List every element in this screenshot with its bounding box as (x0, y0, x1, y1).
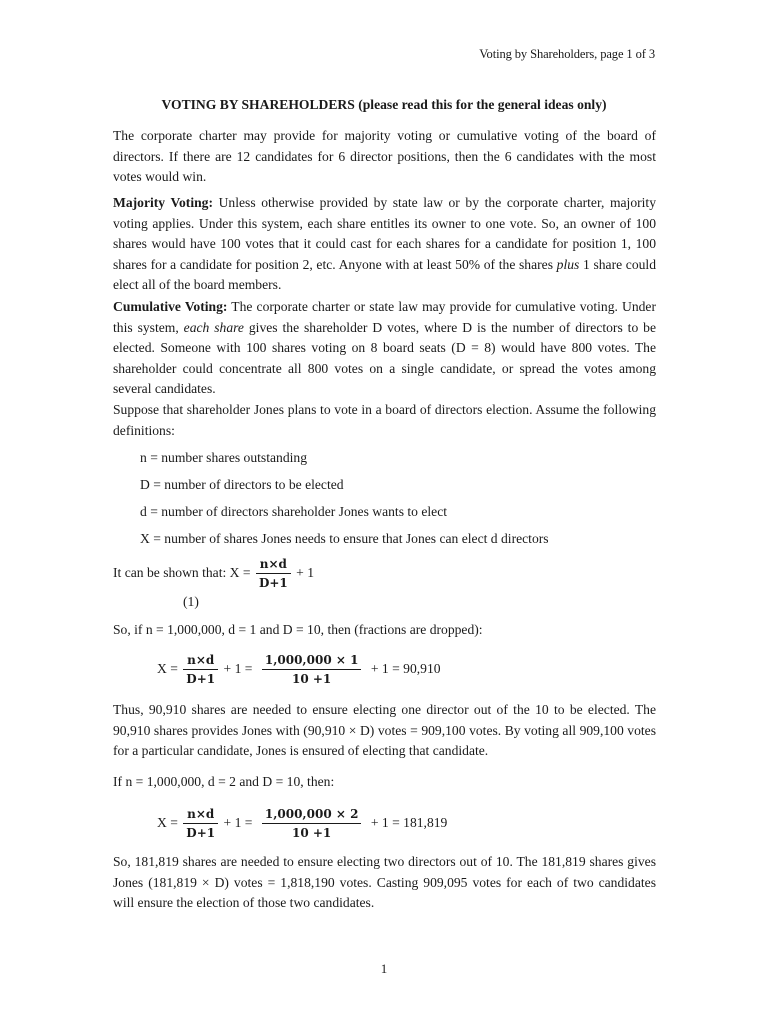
example2-denominator-2: 10 +1 (292, 826, 332, 840)
example2-result: + 1 = 181,819 (370, 815, 448, 831)
formula-fraction (256, 556, 291, 591)
example2-equation (157, 806, 447, 841)
formula-line (113, 556, 314, 591)
cumulative-voting-text-b: gives the shareholder D votes, where D is the number of directors to be elected. Someone with 100 shares voting on 8 board seats (D = 8) would have 800 votes. The shareholder could concentrate all 800 votes on a single candidate, or spread the votes among several candidates. (113, 319, 656, 396)
definition-item: X = number of shares Jones needs to ensure that Jones can elect d directors (140, 531, 549, 546)
cumulative-voting-emphasis: each share (183, 319, 244, 335)
example2-explanation-paragraph (113, 852, 656, 914)
example1-x-eq: X = (157, 661, 178, 677)
example1-explanation-paragraph (113, 700, 656, 762)
example2-fraction-2 (262, 806, 362, 841)
definition-item: d = number of directors shareholder Jones wants to elect (140, 504, 448, 519)
example1-equation (157, 652, 441, 687)
majority-voting-heading: Majority Voting: (113, 195, 213, 210)
example2-numerator-2: 1,000,000 × 2 (262, 806, 362, 824)
example1-lead-paragraph (113, 620, 656, 641)
running-header: Voting by Shareholders, page 1 of 3 (479, 47, 655, 61)
formula-tail: + 1 (296, 565, 315, 581)
example1-plus-one: + 1 = (223, 661, 253, 677)
example1-numerator-2: 1,000,000 × 1 (262, 652, 362, 670)
cumulative-voting-text-a: The corporate charter or state law may provide for cumulative voting. Under this system, (113, 299, 656, 335)
formula-lead: It can be shown that: X = (113, 565, 251, 581)
majority-voting-text-b: 1 share could elect all of the board members. (113, 256, 656, 292)
example1-lead: So, if n = 1,000,000, d = 1 and D = 10, then (fractions are dropped): (113, 622, 483, 637)
example2-x-eq: X = (157, 815, 178, 831)
definition-item: n = number shares outstanding (140, 450, 307, 465)
majority-voting-emphasis: plus (556, 256, 580, 272)
intro-paragraph (113, 126, 656, 188)
definition-item: D = number of directors to be elected (140, 477, 344, 492)
example2-numerator-1: n×d (183, 806, 218, 824)
example2-lead: If n = 1,000,000, d = 2 and D = 10, then: (113, 774, 335, 789)
example1-result: + 1 = 90,910 (370, 661, 441, 677)
example1-numerator-1: n×d (183, 652, 218, 670)
example2-denominator-1: D+1 (186, 826, 216, 840)
suppose-paragraph (113, 400, 656, 441)
page-number: 1 (380, 961, 388, 976)
majority-voting-paragraph (113, 193, 656, 296)
intro-text: The corporate charter may provide for majority voting or cumulative voting of the board of directors. If there are 12 candidates for 6 director positions, then the 6 candidates with the most votes would win. (113, 128, 656, 184)
cumulative-voting-heading: Cumulative Voting: (113, 299, 228, 314)
example1-fraction-2 (262, 652, 362, 687)
example2-plus-one: + 1 = (223, 815, 253, 831)
example1-fraction-1 (183, 652, 218, 687)
example1-denominator-1: D+1 (186, 672, 216, 686)
equation-number: (1) (183, 594, 199, 609)
majority-voting-text-a: Unless otherwise provided by state law or by the corporate charter, majority voting applies. Under this system, each share entitles its owner to one vote. So, an owner of 100 shares would have 100 votes that it could cast for each shares for a candidate for position 1, 100 shares for a candidate for position 2, etc. Anyone with at least 50% of the shares (113, 195, 656, 272)
suppose-text: Suppose that shareholder Jones plans to vote in a board of directors election. Assume the following definitions: (113, 402, 656, 438)
cumulative-voting-paragraph (113, 297, 656, 400)
document-title: VOTING BY SHAREHOLDERS (please read this for the general ideas only) (161, 97, 607, 112)
example2-explanation: So, 181,819 shares are needed to ensure electing two directors out of 10. The 181,819 shares gives Jones (181,819 × D) votes = 1,818,190 votes. Casting 909,095 votes for each of two candidates will ensure the election of those two candidates. (113, 854, 656, 910)
example1-denominator-2: 10 +1 (292, 672, 332, 686)
example2-lead-paragraph (113, 772, 656, 793)
formula-numerator: n×d (256, 556, 291, 574)
example1-explanation: Thus, 90,910 shares are needed to ensure electing one director out of the 10 to be elected. The 90,910 shares provides Jones with (90,910 × D) votes = 909,100 votes. By voting all 909,100 votes for a particular candidate, Jones is ensured of electing that candidate. (113, 702, 656, 758)
formula-denominator: D+1 (258, 576, 288, 590)
example2-fraction-1 (183, 806, 218, 841)
